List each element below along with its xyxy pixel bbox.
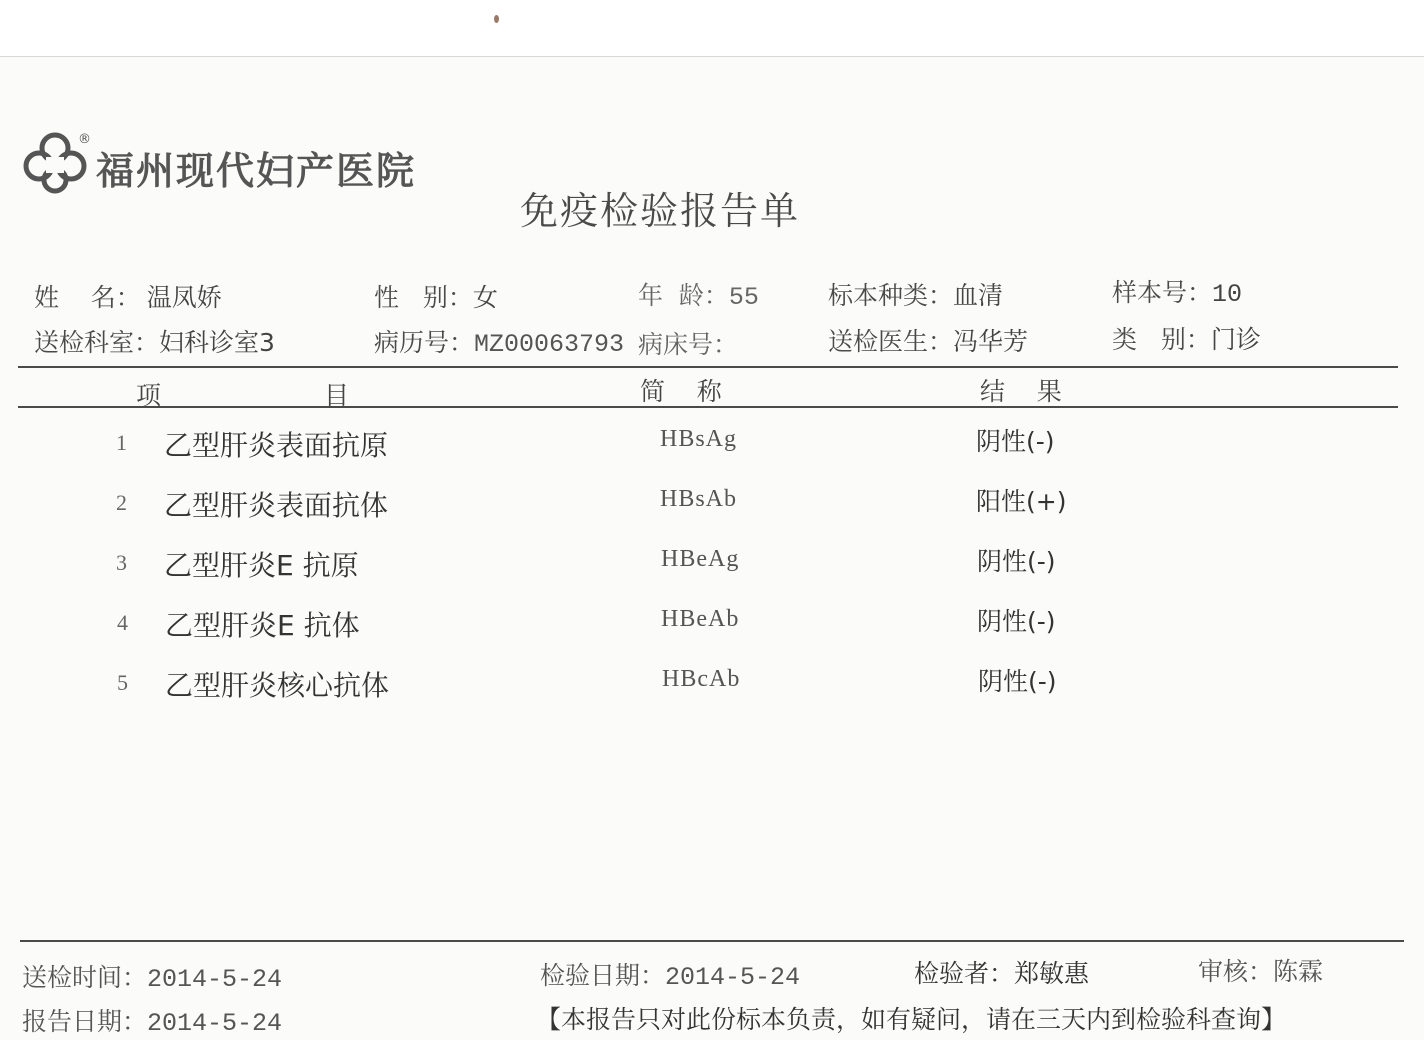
row-result: 阴性(-) <box>977 547 1056 576</box>
patient-sex-field <box>374 278 498 314</box>
department-label: 送检科室： <box>34 328 160 357</box>
header-item-part1: 项 <box>136 381 162 410</box>
sample-no: 10 <box>1212 280 1243 309</box>
paper-speck <box>494 15 499 23</box>
reviewer-field <box>1198 952 1323 988</box>
row-item: 乙型肝炎表面抗原 <box>164 429 389 462</box>
tester-label: 检验者： <box>914 959 1015 988</box>
disclaimer-note: 【本报告只对此份标本负责，如有疑问，请在三天内到检验科查询】 <box>536 1005 1287 1034</box>
bed-no-label: 病床号： <box>638 330 739 359</box>
row-item: 乙型肝炎E 抗体 <box>165 609 360 642</box>
row-number: 3 <box>116 550 127 575</box>
tester-field <box>914 954 1089 990</box>
header-result: 结 果 <box>980 377 1062 406</box>
row-item: 乙型肝炎表面抗体 <box>164 489 389 522</box>
row-abbr: HBeAg <box>661 546 740 572</box>
tester: 郑敏惠 <box>1014 959 1090 988</box>
submit-time-field <box>22 958 282 994</box>
hospital-name: 福州现代妇产医院 <box>96 148 417 193</box>
report-date-label: 报告日期： <box>22 1007 148 1036</box>
row-abbr: HBeAb <box>661 606 740 632</box>
report-date-field <box>22 1002 282 1038</box>
registered-mark: ® <box>78 132 91 147</box>
patient-name: 温凤娇 <box>146 283 222 312</box>
patient-sex: 女 <box>472 283 498 312</box>
reviewer-label: 审核： <box>1198 957 1274 986</box>
paper-top-edge <box>0 0 1424 57</box>
category-field <box>1112 320 1261 356</box>
department-field <box>34 323 275 359</box>
row-abbr: HBsAb <box>660 486 738 512</box>
row-abbr: HBsAg <box>660 426 738 452</box>
patient-age-label: 年 龄： <box>638 281 729 310</box>
row-number: 5 <box>117 670 128 695</box>
doctor-label: 送检医生： <box>828 327 954 356</box>
doctor-field <box>828 322 1028 358</box>
row-result: 阴性(-) <box>977 607 1056 636</box>
row-number: 4 <box>117 610 128 635</box>
header-item-part2: 目 <box>324 381 350 410</box>
test-date-label: 检验日期： <box>540 961 666 990</box>
header-abbr: 简 称 <box>640 377 722 406</box>
department: 妇科诊室3 <box>159 328 275 357</box>
patient-name-label: 姓 名： <box>34 283 141 312</box>
row-result: 阳性(+) <box>976 487 1067 516</box>
specimen-type-field <box>828 276 1003 312</box>
category: 门诊 <box>1210 325 1261 354</box>
reviewer: 陈霖 <box>1273 957 1324 986</box>
submit-time-label: 送检时间： <box>22 963 148 992</box>
record-no-label: 病历号： <box>374 328 475 357</box>
report-date: 2014-5-24 <box>147 1009 283 1038</box>
test-date-field <box>540 956 800 992</box>
row-item: 乙型肝炎E 抗原 <box>164 549 359 582</box>
row-number: 2 <box>116 490 127 515</box>
submit-time: 2014-5-24 <box>147 965 283 994</box>
patient-name-field <box>34 278 222 314</box>
row-result: 阴性(-) <box>978 667 1057 696</box>
test-date: 2014-5-24 <box>665 963 801 992</box>
row-item: 乙型肝炎核心抗体 <box>165 669 390 702</box>
patient-age: 55 <box>728 283 759 312</box>
sample-no-field <box>1112 273 1242 309</box>
report-title: 免疫检验报告单 <box>520 189 801 233</box>
table-top-rule <box>18 366 1398 368</box>
specimen-type: 血清 <box>953 281 1004 310</box>
doctor: 冯华芳 <box>953 327 1029 356</box>
row-result: 阴性(-) <box>976 427 1055 456</box>
table-header-rule <box>18 406 1398 408</box>
record-no: MZ00063793 <box>474 330 625 359</box>
category-label: 类 别： <box>1112 325 1211 354</box>
row-abbr: HBcAb <box>662 666 741 692</box>
patient-sex-label: 性 别： <box>374 283 473 312</box>
specimen-type-label: 标本种类： <box>828 281 954 310</box>
patient-age-field <box>638 276 759 312</box>
row-number: 1 <box>116 430 127 455</box>
bed-no-field <box>638 325 738 361</box>
footer-rule <box>20 940 1404 942</box>
sample-no-label: 样本号： <box>1112 278 1213 307</box>
record-no-field <box>374 323 624 359</box>
